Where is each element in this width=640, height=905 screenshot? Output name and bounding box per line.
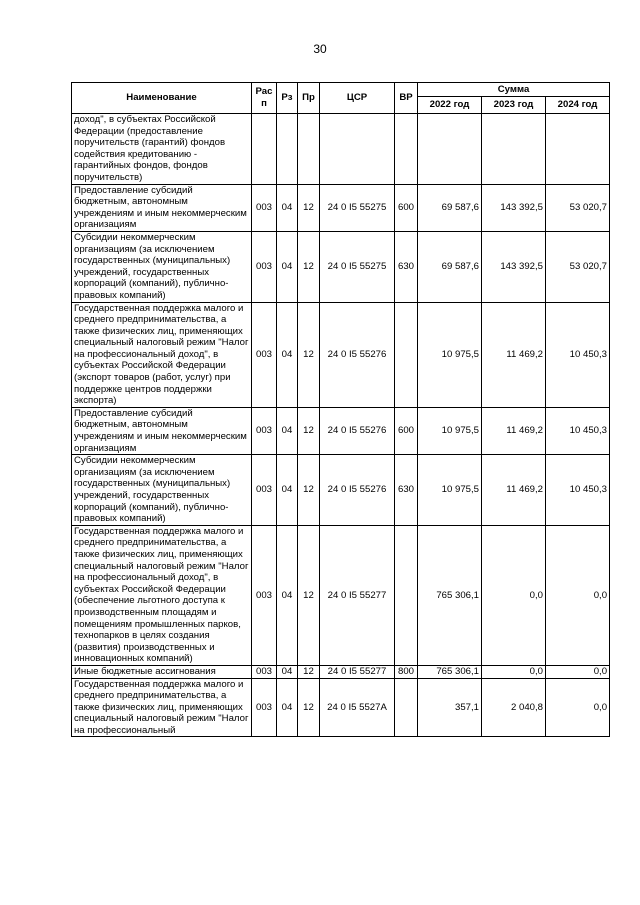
cell-2023: 2 040,8	[482, 678, 546, 737]
cell-rz	[277, 114, 298, 185]
cell-2024: 10 450,3	[546, 407, 610, 454]
cell-2023: 0,0	[482, 665, 546, 678]
cell-2022	[418, 114, 482, 185]
cell-rasp: 003	[252, 184, 277, 231]
cell-name: Государственная поддержка малого и среднего предпринимательства, а также физических лиц, применяющих специальный налоговый режим "Налог на профессиональный доход", в субъектах Российской Федерации (обеспечение льготного доступа к производственным площадям и помещениям промышленных парков, технопарков в целях создания (развития) производственных и инновационных компаний)	[72, 525, 252, 665]
cell-name: Иные бюджетные ассигнования	[72, 665, 252, 678]
cell-pr: 12	[298, 231, 320, 302]
cell-pr	[298, 114, 320, 185]
cell-2023: 11 469,2	[482, 455, 546, 526]
cell-name: Субсидии некоммерческим организациям (за исключением государственных (муниципальных) учреждений, государственных корпораций (компаний), публично-правовых компаний)	[72, 231, 252, 302]
table-row	[72, 407, 610, 454]
table-row	[72, 184, 610, 231]
cell-2022: 765 306,1	[418, 525, 482, 665]
cell-rz: 04	[277, 184, 298, 231]
cell-rasp: 003	[252, 407, 277, 454]
cell-2022: 357,1	[418, 678, 482, 737]
budget-table	[71, 82, 610, 737]
table-row	[72, 114, 610, 185]
cell-pr: 12	[298, 665, 320, 678]
cell-csr: 24 0 I5 5527A	[320, 678, 395, 737]
cell-rasp: 003	[252, 665, 277, 678]
header-pr: Пр	[298, 83, 320, 114]
header-name: Наименование	[72, 83, 252, 114]
cell-2022: 10 975,5	[418, 302, 482, 407]
table-row	[72, 455, 610, 526]
cell-pr: 12	[298, 525, 320, 665]
cell-vr: 630	[395, 231, 418, 302]
cell-2024: 10 450,3	[546, 302, 610, 407]
cell-rasp: 003	[252, 231, 277, 302]
cell-2024: 10 450,3	[546, 455, 610, 526]
cell-2023	[482, 114, 546, 185]
cell-vr	[395, 525, 418, 665]
page-number: 30	[313, 42, 327, 56]
cell-csr: 24 0 I5 55277	[320, 525, 395, 665]
cell-rz: 04	[277, 678, 298, 737]
cell-2023: 143 392,5	[482, 231, 546, 302]
cell-2023: 0,0	[482, 525, 546, 665]
cell-2023: 143 392,5	[482, 184, 546, 231]
table-body	[72, 114, 610, 737]
cell-rz: 04	[277, 455, 298, 526]
header-vr: ВР	[395, 83, 418, 114]
header-rz: Рз	[277, 83, 298, 114]
cell-vr	[395, 114, 418, 185]
cell-vr	[395, 302, 418, 407]
cell-vr	[395, 678, 418, 737]
cell-vr: 600	[395, 407, 418, 454]
cell-rz: 04	[277, 525, 298, 665]
table-row	[72, 665, 610, 678]
header-year-2022: 2022 год	[418, 97, 482, 114]
cell-rz: 04	[277, 231, 298, 302]
table-row	[72, 302, 610, 407]
cell-name: Предоставление субсидий бюджетным, автономным учреждениям и иным некоммерческим организациям	[72, 184, 252, 231]
cell-rasp: 003	[252, 455, 277, 526]
header-rasp: Рас п	[252, 83, 277, 114]
cell-rasp: 003	[252, 525, 277, 665]
cell-2022: 10 975,5	[418, 407, 482, 454]
cell-2023: 11 469,2	[482, 302, 546, 407]
cell-rasp: 003	[252, 302, 277, 407]
cell-csr: 24 0 I5 55276	[320, 455, 395, 526]
cell-csr: 24 0 I5 55277	[320, 665, 395, 678]
cell-vr: 600	[395, 184, 418, 231]
cell-2022: 69 587,6	[418, 231, 482, 302]
cell-name: доход", в субъектах Российской Федерации (предоставление поручительств (гарантий) фондов содействия кредитованию - гарантийных фондов, фондов поручительств)	[72, 114, 252, 185]
cell-csr: 24 0 I5 55276	[320, 302, 395, 407]
header-csr: ЦСР	[320, 83, 395, 114]
header-year-2023: 2023 год	[482, 97, 546, 114]
cell-pr: 12	[298, 455, 320, 526]
cell-2023: 11 469,2	[482, 407, 546, 454]
cell-pr: 12	[298, 302, 320, 407]
cell-2022: 765 306,1	[418, 665, 482, 678]
cell-2024: 0,0	[546, 665, 610, 678]
table-row	[72, 525, 610, 665]
cell-2022: 10 975,5	[418, 455, 482, 526]
cell-rz: 04	[277, 302, 298, 407]
cell-name: Государственная поддержка малого и среднего предпринимательства, а также физических лиц, применяющих специальный налоговый режим "Налог на профессиональный доход", в субъектах Российской Федерации (экспорт товаров (работ, услуг) при поддержке центров поддержки экспорта)	[72, 302, 252, 407]
cell-csr: 24 0 I5 55275	[320, 231, 395, 302]
table-header	[72, 83, 610, 114]
cell-name: Субсидии некоммерческим организациям (за исключением государственных (муниципальных) учреждений, государственных корпораций (компаний), публично-правовых компаний)	[72, 455, 252, 526]
cell-csr: 24 0 I5 55275	[320, 184, 395, 231]
cell-name: Предоставление субсидий бюджетным, автономным учреждениям и иным некоммерческим организациям	[72, 407, 252, 454]
table-row	[72, 678, 610, 737]
header-sum: Сумма	[418, 83, 610, 97]
cell-pr: 12	[298, 678, 320, 737]
table-row	[72, 231, 610, 302]
cell-2024: 53 020,7	[546, 184, 610, 231]
cell-pr: 12	[298, 407, 320, 454]
header-year-2024: 2024 год	[546, 97, 610, 114]
cell-pr: 12	[298, 184, 320, 231]
cell-2024: 53 020,7	[546, 231, 610, 302]
cell-2024: 0,0	[546, 678, 610, 737]
cell-vr: 630	[395, 455, 418, 526]
cell-csr: 24 0 I5 55276	[320, 407, 395, 454]
cell-rasp	[252, 114, 277, 185]
cell-2022: 69 587,6	[418, 184, 482, 231]
cell-vr: 800	[395, 665, 418, 678]
cell-csr	[320, 114, 395, 185]
cell-rz: 04	[277, 665, 298, 678]
cell-2024	[546, 114, 610, 185]
cell-name: Государственная поддержка малого и среднего предпринимательства, а также физических лиц, применяющих специальный налоговый режим "Налог на профессиональный	[72, 678, 252, 737]
cell-rasp: 003	[252, 678, 277, 737]
cell-rz: 04	[277, 407, 298, 454]
cell-2024: 0,0	[546, 525, 610, 665]
